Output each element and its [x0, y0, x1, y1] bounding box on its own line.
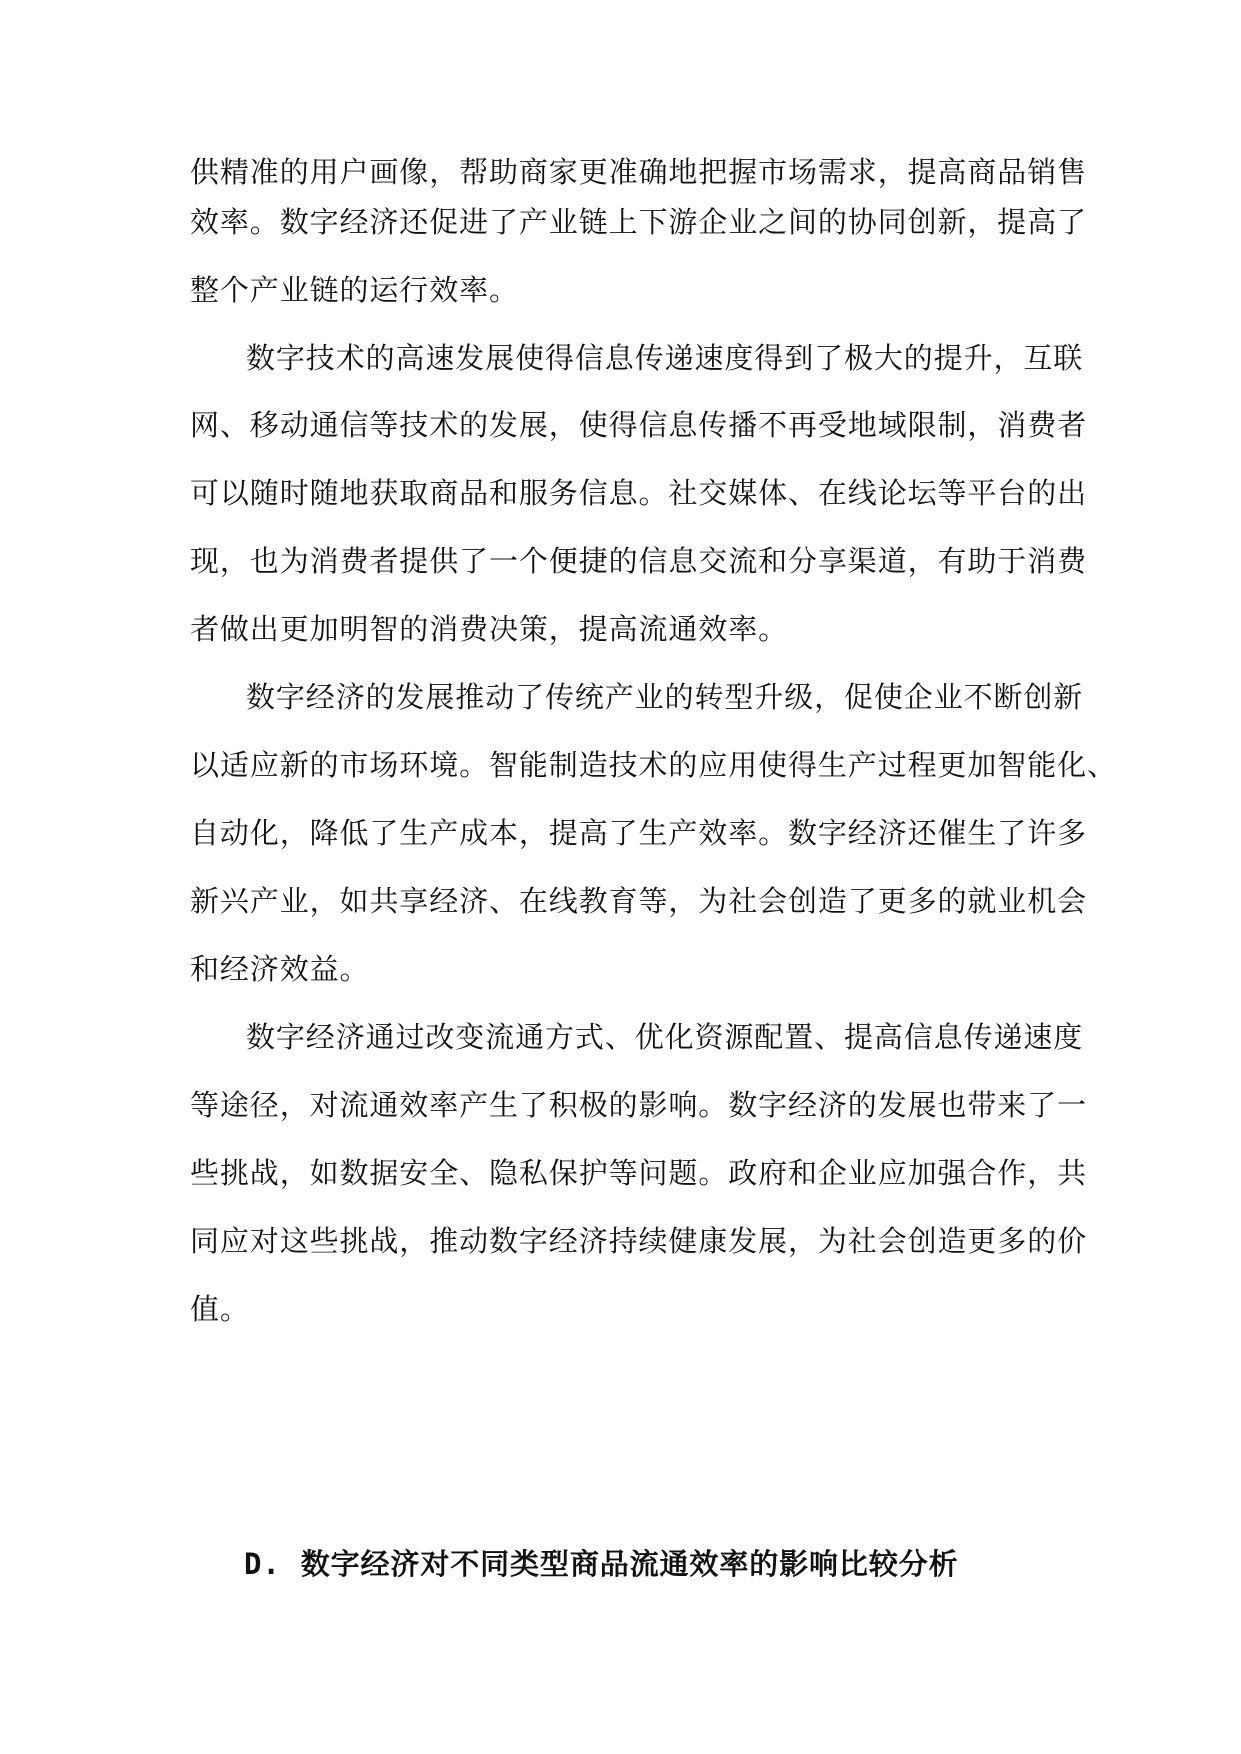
paragraph-4-line-2: 等途径，对流通效率产生了积极的影响。数字经济的发展也带来了一	[190, 1088, 1088, 1122]
paragraph-3-line-5: 和经济效益。	[190, 952, 370, 986]
paragraph-2-line-5: 者做出更加明智的消费决策，提高流通效率。	[190, 612, 789, 646]
paragraph-4-line-1: 数字经济通过改变流通方式、优化资源配置、提高信息传递速度	[246, 1020, 1084, 1054]
paragraph-3-line-2: 以适应新的市场环境。智能制造技术的应用使得生产过程更加智能化、	[190, 748, 1117, 782]
paragraph-3-line-1: 数字经济的发展推动了传统产业的转型升级，促使企业不断创新	[246, 680, 1084, 714]
paragraph-4-line-4: 同应对这些挑战，推动数字经济持续健康发展，为社会创造更多的价	[190, 1224, 1088, 1258]
paragraph-4-line-3: 些挑战，如数据安全、隐私保护等问题。政府和企业应加强合作，共	[190, 1156, 1088, 1190]
paragraph-2-line-4: 现，也为消费者提供了一个便捷的信息交流和分享渠道，有助于消费	[190, 544, 1088, 578]
paragraph-1-line-3: 整个产业链的运行效率。	[190, 273, 519, 307]
paragraph-4-line-5: 值。	[190, 1292, 250, 1326]
paragraph-2-line-1: 数字技术的高速发展使得信息传递速度得到了极大的提升，互联	[246, 341, 1084, 375]
paragraph-2-line-2: 网、移动通信等技术的发展，使得信息传播不再受地域限制，消费者	[190, 408, 1088, 442]
paragraph-1-line-1: 供精准的用户画像，帮助商家更准确地把握市场需求，提高商品销售	[190, 155, 1088, 189]
section-heading-title: 数字经济对不同类型商品流通效率的影响比较分析	[300, 1547, 959, 1581]
paragraph-3-line-4: 新兴产业，如共享经济、在线教育等，为社会创造了更多的就业机会	[190, 884, 1088, 918]
paragraph-1-line-2: 效率。数字经济还促进了产业链上下游企业之间的协同创新，提高了	[190, 205, 1088, 239]
paragraph-2-line-3: 可以随时随地获取商品和服务信息。社交媒体、在线论坛等平台的出	[190, 476, 1088, 510]
section-heading	[244, 1544, 959, 1584]
paragraph-3-line-3: 自动化，降低了生产成本，提高了生产效率。数字经济还催生了许多	[190, 816, 1088, 850]
section-heading-marker: D.	[244, 1547, 281, 1581]
